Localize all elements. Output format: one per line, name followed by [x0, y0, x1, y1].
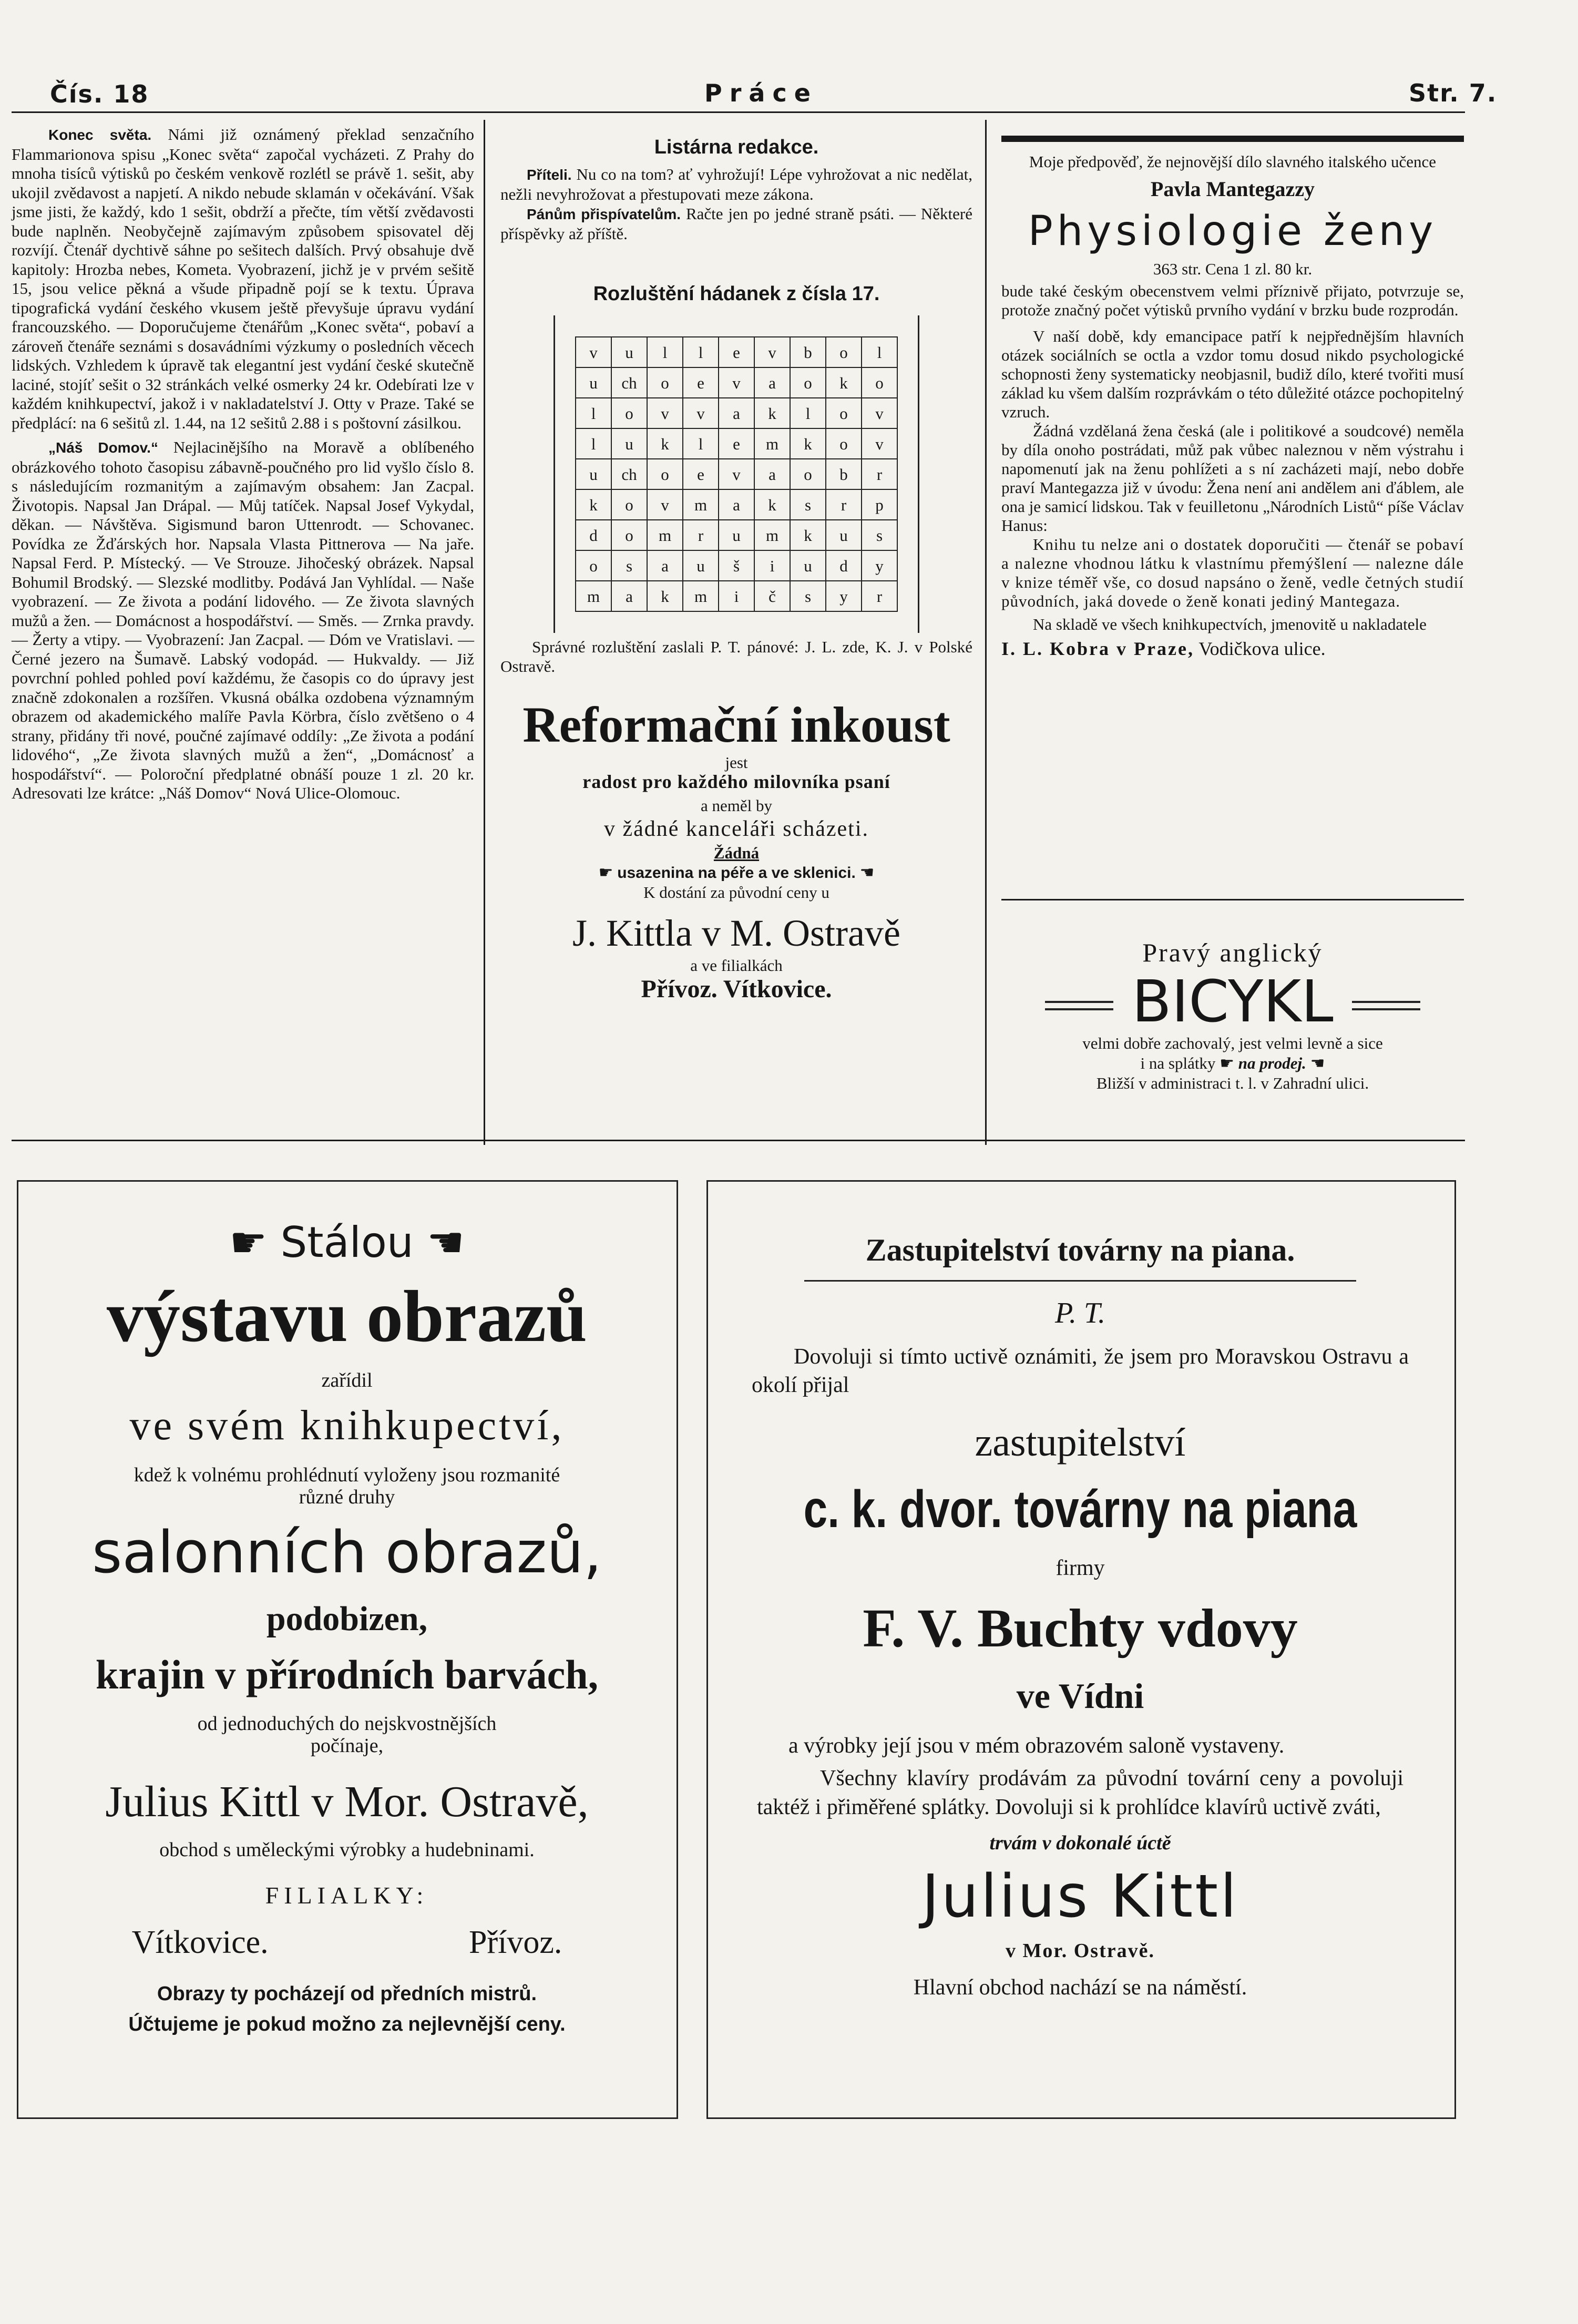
letter-1-title: Příteli. — [527, 167, 572, 183]
ad2-line-6: ve Vídni — [1016, 1675, 1144, 1716]
ink-line-9: a ve filialkách — [690, 956, 783, 975]
puzzle-cell: a — [754, 367, 790, 398]
puzzle-cell: m — [754, 428, 790, 459]
mantegazza-publisher: I. L. Kobra v Praze, — [1001, 638, 1194, 659]
puzzle-cell: l — [576, 428, 611, 459]
puzzle-row — [576, 520, 897, 550]
ad2-line-5: F. V. Buchty vdovy — [863, 1598, 1298, 1658]
ad2-line-4: firmy — [1056, 1556, 1105, 1581]
bicycle-right-flourish — [1352, 1001, 1420, 1010]
puzzle-cell: k — [790, 520, 826, 550]
mantegazza-publisher-street: Vodičkova ulice. — [1198, 638, 1326, 659]
ink-line-10: Přívoz. Vítkovice. — [641, 975, 832, 1003]
article-domov-title: „Náš Domov.“ — [48, 439, 158, 456]
puzzle-row — [576, 459, 897, 489]
puzzle-cell: a — [647, 550, 683, 581]
puzzle-cell: b — [790, 337, 826, 367]
puzzle-cell: v — [719, 367, 754, 398]
puzzle-cell: o — [862, 367, 897, 398]
column-3 — [1001, 152, 1464, 658]
puzzle-title: Rozluštění hádanek z čísla 17. — [593, 283, 880, 305]
puzzle-cell: m — [754, 520, 790, 550]
puzzle-cell: u — [683, 550, 719, 581]
bicycle-title-row — [1001, 970, 1464, 1033]
bicycle-line-3-row — [1001, 1053, 1464, 1073]
puzzle-cell: u — [576, 459, 611, 489]
pointing-hand-right-icon-2: ☛ — [1220, 1054, 1234, 1072]
pointing-hand-left-icon: ☚ — [859, 863, 875, 882]
puzzle-cell: o — [611, 489, 647, 520]
ad2-line-7: a výrobky její jsou v mém obrazovém saloně vystaveny. — [788, 1733, 1285, 1758]
puzzle-cell: s — [862, 520, 897, 550]
ad1-branches-row — [32, 1924, 662, 1960]
puzzle-cell: a — [719, 489, 754, 520]
column-2 — [500, 136, 973, 1003]
puzzle-cell: o — [647, 367, 683, 398]
bicycle-line-3: i na splátky — [1140, 1054, 1216, 1072]
puzzle-row — [576, 367, 897, 398]
puzzle-cell: y — [826, 581, 862, 611]
puzzle-cell: l — [683, 337, 719, 367]
puzzle-cell: ch — [611, 459, 647, 489]
mantegazza-p4: Knihu tu nelze ani o dostatek doporučiti — čtenář se pobaví a nalezne vhodnou látku k vlastnímu přemýšlení — nalezne dále v knize téměř vše, co dosud napsáno o ženě, vedle četných studií původních, jaká dovede o ženě konati jediný Mantegaza. — [1001, 535, 1464, 610]
puzzle-cell: d — [826, 550, 862, 581]
puzzle-cell: o — [790, 367, 826, 398]
puzzle-cell: k — [754, 398, 790, 428]
ink-line-4: v žádné kanceláři scházeti. — [603, 816, 869, 841]
puzzle-cell: o — [826, 398, 862, 428]
mantegazza-author: Pavla Mantegazzy — [1150, 177, 1315, 201]
puzzle-cell: l — [862, 337, 897, 367]
header-left: Čís. 18 — [50, 80, 149, 108]
ad1-line-2: výstavu obrazů — [107, 1276, 587, 1357]
pointing-hand-right-icon-3: ☛ — [229, 1218, 268, 1267]
mantegazza-p1: bude také českým obecenstvem velmi příznivě přijato, potvrzuje se, protože značný počet výtisků prvního vydání v brzku bude rozprodán. — [1001, 281, 1464, 319]
puzzle-cell: a — [754, 459, 790, 489]
ad2-line-2: zastupitelství — [975, 1420, 1186, 1465]
puzzle-cell: r — [683, 520, 719, 550]
puzzle-cell: o — [826, 337, 862, 367]
puzzle-row — [576, 550, 897, 581]
article-domov-text: Nejlacinějšího na Moravě a oblíbeného obrázkového tohoto časopisu zábavně-poučného pro lid vyšlo číslo 8. s následujícím rozmanitým a zajímavým obsahem: Jan Zacpal. Životopis. Napsal Jan Drápal. — Můj tatíček. Napsal Josef Vykydal, děkan. — Návštěva. Sigismund baron Uttenrodt. — Schovanec. Povídka ze Žďárských hor. Napsala Vlasta Pittnerova — Na jaře. Napsal Ferd. P. Místecký. — Ve Strouze. Jihočeský obrázek. Napsal Bohumil Brodský. — Slezské modlitby. Podává Jan Vyhlídal. — Naše vyobrazení. — Ze života a podání lidového. — Ze života slavných mužů a žen. — Domácnost a hospodářství. — Směs. — Zrnka pravdy. — Žerty a vtipy. — Vyobrazení: Jan Zacpal. — Dóm ve Vratislavi. — Černé jezero na Šumavě. Labský vodopád. — Hukvaldy. — Již povrchní pohled pohled poví každému, že časopis co do úpravy jest značně zdokonalen a rozšířen. Vkusná obálka ozdobena významným obrazem od akademického malíře Pavla Körbra, číslo zvětšeno o 4 strany, přidány tři nové, poučné zajímavé oddíly: „Ze života a podání lidového“, „Ze života slavných mužů a žen“, „Domácnosť a hospodářství“. — Poloroční předplatné obnáší pouze 1 zl. 20 kr. Adresovati lze krátce: „Náš Domov“ Nová Ulice-Olomouc. — [12, 438, 474, 802]
ad2-line-3: c. k. dvor. továrny na piana — [803, 1480, 1357, 1539]
header-rule — [12, 111, 1465, 113]
puzzle-cell: k — [826, 367, 862, 398]
puzzle-cell: č — [754, 581, 790, 611]
pointing-hand-left-icon-3: ☚ — [426, 1218, 465, 1267]
puzzle-cell: v — [576, 337, 611, 367]
puzzle-cell: š — [719, 550, 754, 581]
mantegazza-p2: V naší době, kdy emancipace patří k nejpřednějším hlavních otázek sociálních se octla a vzdor tomu dosud nikdo psychologické schopnosti ženy systematicky neobjasnil, budiž dílo, které tvořiti musí základ ku všem dalším rozprávkám o této důležité otázce pochopitelný vzruch. — [1001, 326, 1464, 421]
puzzle-cell: i — [754, 550, 790, 581]
ad1-line-10: Julius Kittl v Mor. Ostravě, — [105, 1777, 589, 1827]
ad2-line-8: Všechny klavíry prodávám za původní tovární ceny a povoluji taktéž i přiměřené splátky. Dovoluji si k prohlídce klavírů uctivě zváti, — [757, 1766, 1403, 1819]
ink-line-7: K dostání za původní ceny u — [643, 883, 829, 902]
ad2-title-underline — [804, 1280, 1356, 1282]
puzzle-cell: v — [647, 489, 683, 520]
ad2-line-11: v Mor. Ostravě. — [1006, 1939, 1155, 1962]
puzzle-cell: b — [826, 459, 862, 489]
ad-exhibition — [32, 1220, 662, 2036]
bicycle-left-flourish — [1045, 1001, 1113, 1010]
bicycle-line-3b: na prodej. — [1238, 1054, 1306, 1072]
puzzle-cell: l — [683, 428, 719, 459]
ad1-branch-vitkovice: Vítkovice. — [131, 1924, 269, 1961]
puzzle-cell: r — [862, 459, 897, 489]
ad1-line-12: FILIALKY: — [265, 1881, 429, 1909]
ad1-line-6: salonních obrazů, — [92, 1519, 602, 1586]
ad2-title: Zastupitelství továrny na piana. — [865, 1233, 1295, 1267]
puzzle-cell: o — [790, 459, 826, 489]
puzzle-cell: k — [647, 581, 683, 611]
puzzle-row — [576, 398, 897, 428]
puzzle-cell: u — [719, 520, 754, 550]
pointing-hand-right-icon: ☛ — [598, 863, 613, 882]
ink-line-6-row — [500, 863, 972, 883]
article-konec-title: Konec světa. — [48, 127, 152, 143]
puzzle-cell: a — [719, 398, 754, 428]
article-konec-text: Námi již oznámený překlad senzačního Flammarionova spisu „Konec světa“ započal vycházeti. Z Prahy do mnoha tisíců výtisků po českém venkově rozlétl se právě 1. sešit, aby ukojil zvědavost a napjetí. A nikdo nebude sklamán v očekávání. Však jsme jisti, že každý, kdo 1 sešit, obdrží a přečte, tím větší zvědavosti bude naplněn. Neobyčejně zajímavým způsobem spisovatel děj rozvíjí. Čtenář dychtivě sáhne po sešitech dalších. Prvý obsahuje dvě kapitoly: Hrozba nebes, Kometa. Vyobrazení, jichž je v prvém sešitě 15, jsou velice pěkná a všude připadně pojí se k textu. Úprava tipografická vydání českého vkusem ještě převyšuje úpravu vydání francouzského. — Doporučujeme čtenářům „Konec světa“, pobaví a zároveň čtenáře seznámi s dosavádními výzkumy o posledních věcech lidských. Vzhledem k úpravě tak elegantní jest vydání české skutečně laciné, stojíť sešit o 32 stránkách velké osmerky 24 kr. Odebírati lze v každém knihkupectví, jakož i v nakladatelství J. Otty v Praze. Také se předplácí: na 6 sešitů zl. 1.44, na 12 sešitů 2.88 i s poštovní zásilkou. — [12, 125, 475, 432]
puzzle-cell: u — [611, 337, 647, 367]
puzzle-row — [576, 489, 897, 520]
puzzle-cell: k — [754, 489, 790, 520]
bicycle-line-4: Bližší v administraci t. l. v Zahradní ulici. — [1096, 1074, 1369, 1092]
puzzle-cell: ch — [611, 367, 647, 398]
puzzle-cell: p — [862, 489, 897, 520]
ad2-line-10: Julius Kittl — [921, 1862, 1239, 1931]
puzzle-cell: v — [862, 398, 897, 428]
puzzle-cell: a — [611, 581, 647, 611]
ink-line-3: a neměl by — [700, 796, 772, 815]
ink-line-2: radost pro každého milovníka psaní — [582, 771, 890, 792]
puzzle-cell: o — [611, 398, 647, 428]
puzzle-cell: v — [719, 459, 754, 489]
puzzle-cell: k — [647, 428, 683, 459]
puzzle-cell: l — [576, 398, 611, 428]
puzzle-cell: s — [790, 581, 826, 611]
ad2-line-9: trvám v dokonalé úctě — [989, 1831, 1171, 1854]
ad1-line-14: Obrazy ty pocházejí od předních mistrů. — [157, 1983, 537, 2005]
puzzle-cell: s — [611, 550, 647, 581]
puzzle-cell: r — [862, 581, 897, 611]
mantegazza-book: Physiologie ženy — [1028, 208, 1438, 255]
puzzle-cell: k — [790, 428, 826, 459]
puzzle-cell: m — [683, 581, 719, 611]
bicycle-ad — [1001, 936, 1464, 1093]
column-divider-2 — [985, 120, 987, 1145]
puzzle-cell: o — [611, 520, 647, 550]
puzzle-cell: l — [790, 398, 826, 428]
puzzle-cell: e — [719, 337, 754, 367]
ad2-line-1: Dovoluji si tímto uctivě oznámiti, že jsem pro Moravskou Ostravu a okolí přijal — [752, 1344, 1409, 1398]
ink-line-8: J. Kittla v M. Ostravě — [572, 912, 900, 954]
puzzle-cell: u — [576, 367, 611, 398]
mantegazza-publisher-row — [1001, 639, 1464, 658]
puzzle-cell: o — [576, 550, 611, 581]
mantegazza-p3: Žádná vzdělaná žena česká (ale i politikové a soudcové) neměla by díla onoho postrádati, můž pak vůbec naleznou v něm výstrahu i napomenutí jak na ženu pohlížeti a s ní zacházeti mají, nebo dobře praví Mantegazza již v úvodu: Žena není ani andělem ani ďáblem, ale ona je samicí lidskou. Tak v feuilletonu „Národních Listů“ píše Václav Hanus: — [1001, 421, 1464, 535]
puzzle-cell: v — [647, 398, 683, 428]
ad1-line-11: obchod s uměleckými výrobky a hudebninami. — [159, 1838, 535, 1861]
letter-2-text: Račte jen po jedné straně psáti. — Některé příspěvky až příště. — [500, 204, 973, 243]
ad1-line-1-row — [32, 1220, 662, 1266]
puzzle-cell: u — [826, 520, 862, 550]
ad1-line-8: krajin v přírodních barvách, — [95, 1651, 599, 1697]
ad1-branch-privoz: Přívoz. — [468, 1924, 562, 1961]
puzzle-cell: v — [754, 337, 790, 367]
ink-line-5: Žádná — [713, 843, 760, 862]
section-divider — [12, 1140, 1465, 1141]
puzzle-cell: s — [790, 489, 826, 520]
letter-1-text: Nu co na tom? ať vyhrožují! Lépe vyhrožovat a nic nedělat, nežli nevyhrožovat a přestupovati meze zákona. — [500, 165, 972, 203]
puzzle-frame — [554, 315, 919, 633]
puzzle-cell: m — [683, 489, 719, 520]
puzzle-row — [576, 581, 897, 611]
puzzle-cell: v — [862, 428, 897, 459]
header-right: Str. 7. — [1409, 79, 1498, 107]
header-center: Práce — [704, 79, 818, 107]
bicycle-line-2: velmi dobře zachovalý, jest velmi levně a sice — [1082, 1034, 1383, 1052]
puzzle-cell: m — [647, 520, 683, 550]
ad1-line-15: Účtujeme je pokud možno za nejlevnější ceny. — [128, 2013, 566, 2036]
col3-mid-rule — [1001, 899, 1464, 900]
ad1-line-5: kdež k volnému prohlédnutí vyloženy jsou rozmanité různé druhy — [134, 1463, 560, 1508]
letter-2-title: Pánům přispívatelům. — [527, 206, 681, 222]
ad2-line-12: Hlavní obchod nachází se na náměstí. — [913, 1975, 1247, 2000]
ad1-line-4: ve svém knihkupectví, — [129, 1402, 565, 1449]
puzzle-cell: v — [683, 398, 719, 428]
mantegazza-intro: Moje předpověď, že nejnovější dílo slavného italského učence — [1029, 152, 1437, 171]
listarna-title: Listárna redakce. — [654, 136, 819, 158]
mantegazza-p5: Na skladě ve všech knihkupectvích, jmenovitě u nakladatele — [1033, 615, 1427, 633]
ad1-line-9: od jednoduchých do nejskvostnějších počínaje, — [197, 1712, 497, 1757]
ink-line-6: usazenina na péře a ve sklenici. — [617, 864, 856, 882]
ad-piano — [725, 1233, 1435, 2000]
puzzle-cell: d — [576, 520, 611, 550]
puzzle-row — [576, 337, 897, 367]
pointing-hand-left-icon-2: ☚ — [1310, 1054, 1325, 1072]
puzzle-cell: o — [826, 428, 862, 459]
puzzle-cell: m — [576, 581, 611, 611]
mantegazza-price: 363 str. Cena 1 zl. 80 kr. — [1153, 259, 1313, 278]
puzzle-cell: e — [719, 428, 754, 459]
puzzle-cell: e — [683, 367, 719, 398]
puzzle-cell: i — [719, 581, 754, 611]
puzzle-cell: u — [611, 428, 647, 459]
bicycle-line-1: Pravý anglický — [1142, 938, 1323, 967]
puzzle-cell: r — [826, 489, 862, 520]
ink-line-1: jest — [725, 753, 748, 772]
ad1-line-7: podobizen, — [266, 1600, 428, 1639]
puzzle-row — [576, 428, 897, 459]
bicycle-title: BICYKL — [1132, 968, 1334, 1035]
ad1-line-3: zařídil — [321, 1369, 373, 1391]
ad1-line-1: Stálou — [280, 1218, 414, 1267]
puzzle-solvers: Správné rozluštění zaslali P. T. pánové: J. L. zde, K. J. v Polské Ostravě. — [500, 638, 972, 675]
puzzle-cell: l — [647, 337, 683, 367]
puzzle-cell: y — [862, 550, 897, 581]
puzzle-cell: o — [647, 459, 683, 489]
col3-top-bar — [1001, 136, 1464, 142]
puzzle-cell: e — [683, 459, 719, 489]
puzzle-cell: k — [576, 489, 611, 520]
column-1 — [12, 125, 474, 808]
puzzle-grid — [575, 336, 898, 612]
ad2-pt: P. T. — [1055, 1297, 1105, 1329]
column-divider-1 — [484, 120, 485, 1145]
puzzle-cell: u — [790, 550, 826, 581]
ink-title: Reformační inkoust — [522, 697, 950, 753]
